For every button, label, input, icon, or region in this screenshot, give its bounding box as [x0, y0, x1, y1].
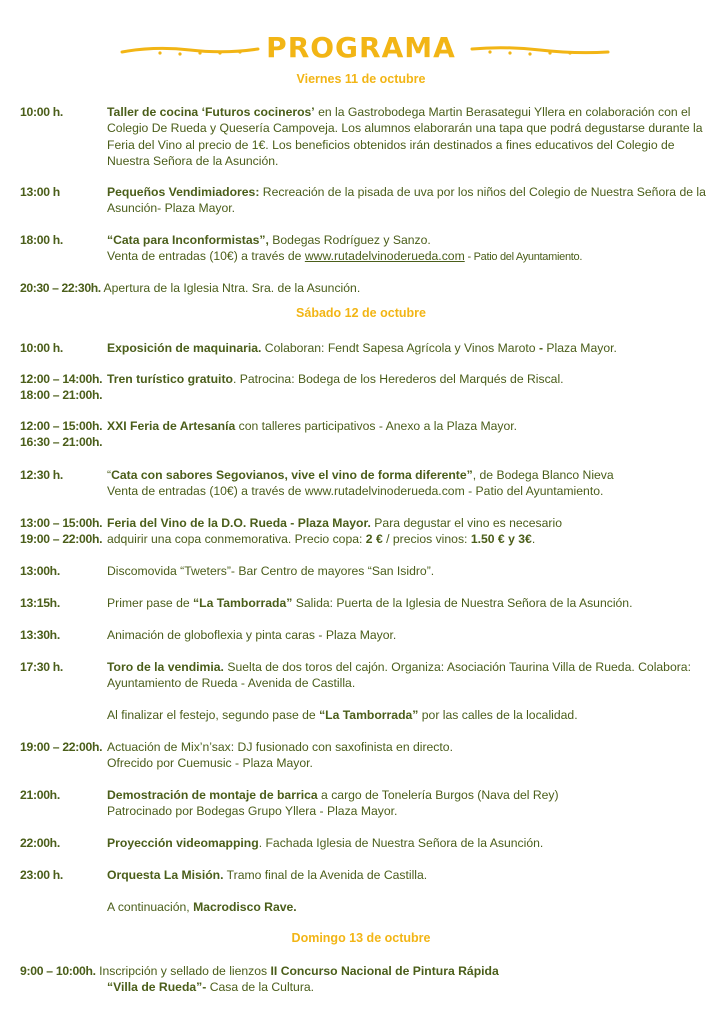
event-description: Feria del Vino de la D.O. Rueda - Plaza Mayor. Para degustar el vino es necesario adquirir una copa conmemorativa. Precio copa: 2 € / precios vinos: 1.50 € y 3€. [107, 516, 562, 547]
event-time: 18:00 h. [20, 233, 63, 247]
event-description: Toro de la vendimia. Suelta de dos toros del cajón. Organiza: Asociación Taurina Villa de Rueda. Colabora: Ayuntamiento de Rueda - Avenida de Castilla. [107, 660, 691, 691]
right-ornament-icon [470, 42, 610, 58]
event-time: 13:00 – 15:00h. 19:00 – 22:00h. [20, 516, 103, 547]
event-description: Exposición de maquinaria. Colaboran: Fendt Sapesa Agrícola y Vinos Maroto - Plaza Mayor. [107, 341, 617, 355]
event-time: 9:00 – 10:00h. [20, 964, 96, 978]
website-link[interactable]: www.rutadelvinoderueda.com [304, 249, 465, 264]
event-description: Orquesta La Misión. Tramo final de la Avenida de Castilla. [107, 868, 428, 882]
event-description: Actuación de Mix’n’sax: DJ fusionado con saxofinista en directo. Ofrecido por Cuemusic - Plaza Mayor. [107, 740, 453, 771]
event-time: 13:00 h [20, 185, 60, 199]
event-time: 22:00h. [20, 836, 60, 850]
event-row [20, 963, 710, 996]
event-description: 20:30 – 22:30h. Apertura de la Iglesia Ntra. Sra. de la Asunción. [20, 281, 361, 295]
day-heading-friday: Viernes 11 de octubre [296, 72, 426, 86]
day-heading-sunday: Domingo 13 de octubre [291, 931, 431, 945]
event-description: Al finalizar el festejo, segundo pase de “La Tamborrada” por las calles de la localidad. [107, 708, 578, 722]
event-time: 13:00h. [20, 564, 60, 578]
event-time: 20:30 – 22:30h. [20, 281, 101, 295]
event-time: 13:15h. [20, 596, 60, 610]
event-description: Primer pase de “La Tamborrada” Salida: Puerta de la Iglesia de Nuestra Señora de la Asunción. [107, 596, 633, 610]
event-description: Demostración de montaje de barrica a cargo de Tonelería Burgos (Nava del Rey) Patrocinado por Bodegas Grupo Yllera - Plaza Mayor. [107, 788, 559, 819]
event-time: 12:30 h. [20, 468, 63, 482]
event-description: A continuación, Macrodisco Rave. [107, 900, 297, 914]
event-description: “Cata para Inconformistas”, Bodegas Rodríguez y Sanzo. Venta de entradas (10€) a través de www.rutadelvinoderueda.com - Patio del Ayuntamiento. [107, 233, 583, 264]
event-time: 21:00h. [20, 788, 60, 802]
event-time: 10:00 h. [20, 341, 63, 355]
event-time: 12:00 – 14:00h. 18:00 – 21:00h. [20, 372, 103, 403]
event-time: 23:00 h. [20, 868, 63, 882]
header [0, 30, 722, 66]
day-heading-saturday: Sábado 12 de octubre [296, 306, 426, 320]
event-description: 9:00 – 10:00h. Inscripción y sellado de lienzos II Concurso Nacional de Pintura Rápida “Villa de Rueda”- Casa de la Cultura. [20, 964, 499, 995]
event-time: 13:30h. [20, 628, 60, 642]
event-time: 12:00 – 15:00h. 16:30 – 21:00h. [20, 419, 103, 450]
event-row [20, 280, 710, 296]
event-description: Proyección videomapping. Fachada Iglesia de Nuestra Señora de la Asunción. [107, 836, 544, 850]
page-title: PROGRAMA [266, 31, 456, 64]
event-description: “Cata con sabores Segovianos, vive el vino de forma diferente”, de Bodega Blanco Nieva Venta de entradas (10€) a través de www.rutadelvinoderueda.com - Patio del Ayuntamiento. [107, 468, 614, 499]
event-time: 17:30 h. [20, 660, 63, 674]
event-time: 10:00 h. [20, 105, 63, 119]
event-time: 19:00 – 22:00h. [20, 740, 103, 754]
event-description: XXI Feria de Artesanía con talleres participativos - Anexo a la Plaza Mayor. [107, 419, 518, 433]
event-description: Taller de cocina ‘Futuros cocineros’ en la Gastrobodega Martin Berasategui Yllera en colaboración con el Colegio De Rueda y Quesería Campoveja. Los alumnos elaborarán una tapa que podrá degustarse durante la Feria del Vino al precio de 1€. Los beneficios obtenidos irán destinados a fines educativos del Colegio de Nuestra Señora de la Asunción. [107, 105, 703, 169]
event-description: Tren turístico gratuito. Patrocina: Bodega de los Herederos del Marqués de Riscal. [107, 372, 564, 386]
event-description: Discomovida “Tweters”- Bar Centro de mayores “San Isidro”. [107, 564, 435, 578]
event-description: Pequeños Vendimiadores: Recreación de la pisada de uva por los niños del Colegio de Nuestra Señora de la Asunción- Plaza Mayor. [107, 185, 706, 216]
event-description: Animación de globoflexia y pinta caras - Plaza Mayor. [107, 628, 397, 642]
